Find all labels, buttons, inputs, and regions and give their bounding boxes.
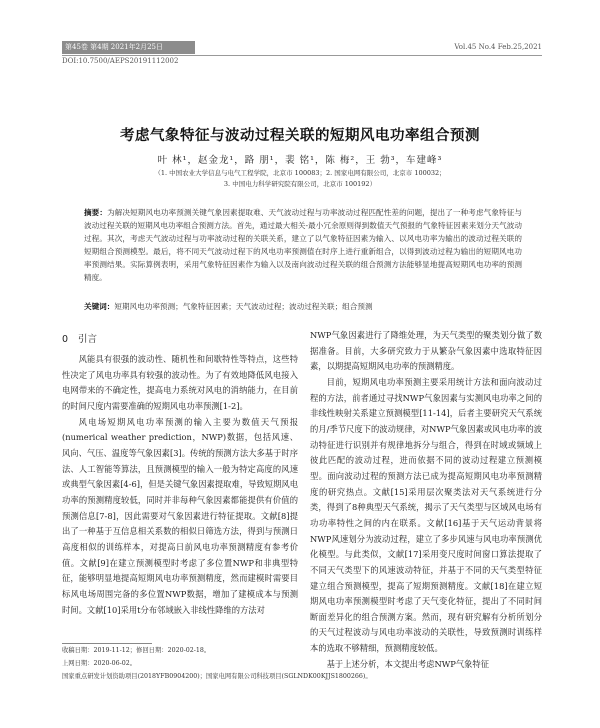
footnotes-block [62, 645, 372, 683]
body-paragraph: 风电场短期风电功率预测的输入主要为数值天气预报(numerical weather prediction，NWP)数据，包括风速、风向、气压、温度等气象因素[3]。传统的预测方法大多基于时序法、人工智能等算法，且预测模型的输入一般为特定高度的风速或典型气象因素[4-6]，但是关键气象因素提取难，导致短期风电功率的预测精度较低，同时并非每种气象因素都能提供有价值的预测信息[7-8]，因此需要对气象因素进行特征提取。文献[8]提出了一种基于互信息相关系数的相似日筛选方法，得到与预测日高度相似的训练样本，对提高日前风电功率预测精度有参考价值。文献[9]在建立预测模型时考虑了多位置NWP和非典型特征，能够明显地提高短期风电功率预测精度，然而建模时需要目标风电场周围完备的多位置NWP数据，增加了建模成本与预测时间。文献[10]采用t分布邻域嵌入非线性降维的方法对 [62, 416, 298, 615]
section-number: 0 [62, 334, 69, 345]
keywords-text: 短期风电功率预测；气象特征因素；天气波动过程；波动过程关联；组合预测 [114, 302, 373, 311]
paper-title: 考虑气象特征与波动过程关联的短期风电功率组合预测 [120, 128, 480, 144]
doi-label[interactable]: DOI:10.7500/AEPS20191112002 [62, 57, 179, 65]
footnote-online-date: 上网日期：2020-06-02。 [62, 659, 137, 667]
affiliation-line-2: 3. 中国电力科学研究院有限公司，北京市 100192） [223, 180, 377, 188]
journal-issue-banner: 第45卷 第4期 2021年2月25日 [62, 41, 195, 54]
abstract-label: 摘要： [84, 208, 108, 217]
left-column [62, 328, 298, 618]
section-title: 引言 [78, 334, 98, 345]
abstract-block [84, 206, 522, 285]
author-list: 叶 林¹，赵金龙¹，路 朋¹，裴 铭¹，陈 梅²，王 勃³，车建峰³ [157, 155, 443, 166]
right-column [310, 328, 542, 672]
journal-issue-english: Vol.45 No.4 Feb.25,2021 [454, 43, 542, 51]
section-heading [62, 332, 298, 348]
footnote-received-date: 收稿日期：2019-11-12；修回日期：2020-02-18。 [62, 647, 211, 654]
body-paragraph: 风能具有很强的波动性、随机性和间歇特性等特点，这些特性决定了风电功率具有较强的波动性。为了有效地降低风电接入电网带来的不确定性，提高电力系统对风电的消纳能力，在目前的时间尺度内需要准确的短期风电功率预测[1-2]。 [62, 354, 298, 411]
body-paragraph: 基于上述分析，本文提出考虑NWP气象特征 [326, 658, 490, 669]
footnote-funding: 国家重点研发计划资助项目(2018YFB0904200)；国家电网有限公司科技项目(SGLNDK00KJJS1800266)。 [62, 672, 372, 680]
keywords-label: 关键词： [84, 302, 115, 311]
body-paragraph: NWP气象因素进行了降维处理，为天气类型的聚类划分做了数据准备。目前，大多研究致力于从繁杂气象因素中选取特征因素，以期提高短期风电功率的预测精度。 [310, 330, 542, 372]
footnote-divider [62, 643, 152, 644]
body-paragraph: 目前，短期风电功率预测主要采用统计方法和面向波动过程的方法，前者通过寻找NWP气象因素与实测风电功率之间的非线性映射关系建立预测模型[11-14]，后者主要研究天气系统的月/季节尺度下的波动规律，对NWP气象因素或风电功率的波动特征进行识别并有规律地拆分与组合，得到在时域或频域上彼此匹配的波动过程，进而依据不同的波动过程建立预测模型。面向波动过程的预测方法已成为提高短期风电功率预测精度的研究热点。文献[15]采用层次聚类法对天气系统进行分类，得到了8种典型天气系统，揭示了天气类型与区域风电场有功功率特性之间的内在联系。文献[16]基于天气运动背景将NWP风速划分为波动过程，建立了多步风速与风电功率预测优化模型。与此类似，文献[17]采用变尺度时间窗口算法提取了不同天气类型下的风速波动特征，并基于不同的天气类型特征建立组合预测模型，提高了短期预测精度。文献[18]在建立短期风电功率预测模型时考虑了天气变化特征，提出了不同时间断面差异化的组合预测方案。然而，现有研究解有分析所划分的天气过程波动与风电功率波动的关联性，导致预测时训练样本的选取不够精细，预测精度较低。 [310, 376, 542, 654]
abstract-text: 为解决短期风电功率预测关键气象因素提取难、天气波动过程与功率波动过程匹配性差的问题，提出了一种考虑气象特征与波动过程关联的短期风电功率组合预测方法。首先，通过最大相关-最小冗余原则得到数值天气预报的气象特征因素来划分天气波动过程。其次，考虑天气波动过程与功率波动过程的关联关系，建立了以气象特征因素为输入、以风电功率为输出的波动过程关联的短期组合预测模型。最后，将不同天气波动过程下的风电功率预测值在时序上进行重新组合，以得到波动过程为输出的短期风电功率预测结果。实际算例表明，采用气象特征因素作为输入以及南向波动过程关联的组合预测方法能够显地提高短期风电功率的预测精度。 [84, 208, 522, 283]
keywords-block [84, 300, 522, 313]
affiliation-line-1: （1. 中国农业大学信息与电气工程学院，北京市 100083；2. 国家电网有限公司，北京市 100032； [154, 169, 446, 177]
header-divider [62, 55, 542, 56]
